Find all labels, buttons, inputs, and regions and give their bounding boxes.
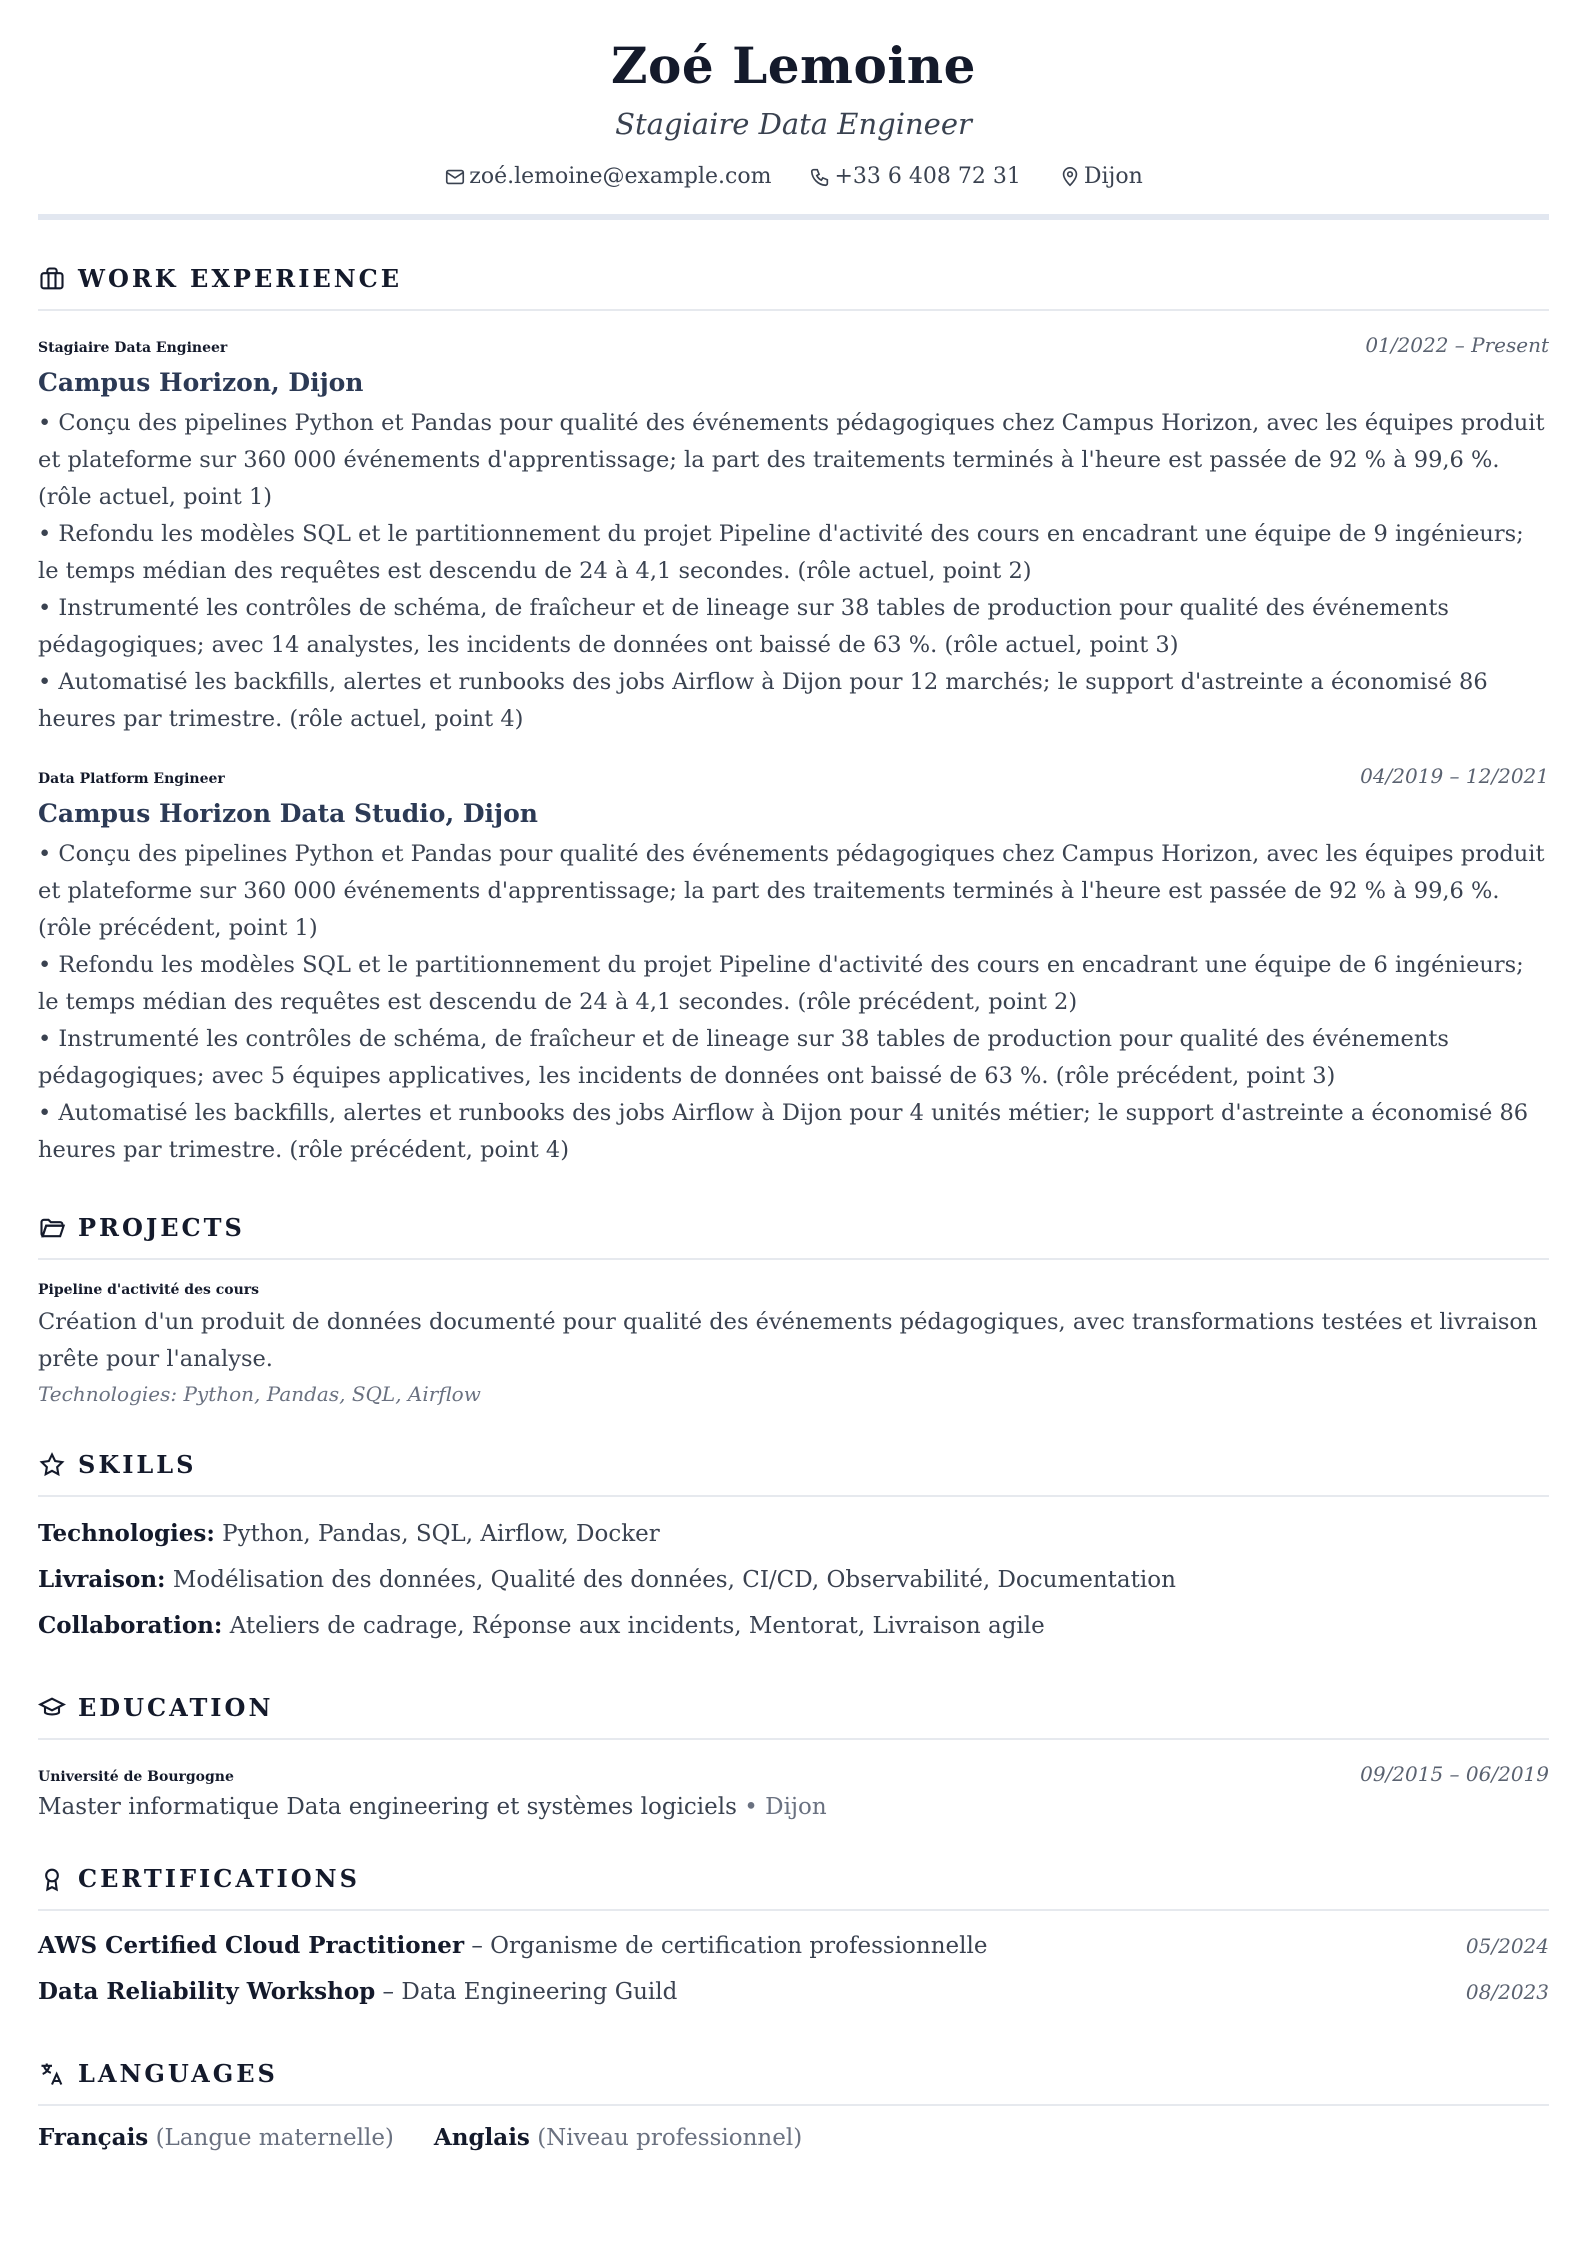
work-section-title: WORK EXPERIENCE: [78, 264, 403, 293]
job-bullet: • Automatisé les backfills, alertes et runbooks des jobs Airflow à Dijon pour 12 marchés; le support d'astreinte a économisé 86 heures par trimestre. (rôle actuel, point 4): [38, 669, 1488, 732]
job-bullet: • Conçu des pipelines Python et Pandas pour qualité des événements pédagogiques chez Campus Horizon, avec les équipes produit et plateforme sur 360 000 événements d'apprentissage; la part des traitements terminés à l'heure est passée de 92 % à 99,6 %. (rôle actuel, point 1): [38, 410, 1545, 510]
education-section-title: EDUCATION: [78, 1693, 274, 1722]
project-name: Pipeline d'activité des cours: [38, 1282, 260, 1298]
certification-row: [38, 1923, 1549, 1969]
project-technologies: Technologies: Python, Pandas, SQL, Airflow: [38, 1382, 481, 1406]
languages-section-header: [38, 2059, 1549, 2106]
skills-section-header: [38, 1450, 1549, 1497]
education-location: • Dijon: [736, 1794, 827, 1820]
project-entry: [38, 1282, 1549, 1406]
job-bullets: [38, 836, 1549, 1169]
education-degree-row: [38, 1794, 1549, 1820]
certification-date: 08/2023: [1465, 1980, 1549, 2004]
education-degree: Master informatique Data engineering et systèmes logiciels: [38, 1794, 737, 1820]
phone-icon: [809, 166, 831, 188]
contact-row: [38, 162, 1549, 192]
certification-issuer: – Organisme de certification professionnelle: [464, 1933, 988, 1959]
briefcase-icon: [38, 265, 66, 293]
location-text: Dijon: [1083, 164, 1143, 189]
contact-phone[interactable]: [809, 162, 1020, 192]
certifications-section-header: [38, 1864, 1549, 1911]
star-icon: [38, 1451, 66, 1479]
contact-email[interactable]: [444, 162, 771, 192]
skill-row: [38, 1511, 1549, 1557]
languages-section: [38, 2059, 1549, 2151]
project-description: Création d'un produit de données documenté pour qualité des événements pédagogiques, avec transformations testées et livraison prête pour l'analyse.: [38, 1309, 1538, 1372]
contact-location: [1059, 162, 1143, 192]
mail-icon: [444, 166, 466, 188]
skill-row: [38, 1557, 1549, 1603]
folder-icon: [38, 1214, 66, 1242]
certification-name: Data Reliability Workshop: [38, 1978, 376, 2005]
skill-value: Ateliers de cadrage, Réponse aux incidents, Mentorat, Livraison agile: [222, 1613, 1045, 1639]
language-level: (Niveau professionnel): [529, 2125, 803, 2151]
translate-icon: [38, 2060, 66, 2088]
language-name: Français: [38, 2124, 149, 2151]
email-text: zoé.lemoine@example.com: [469, 164, 772, 189]
school-name: Université de Bourgogne: [38, 1769, 234, 1785]
work-section: [38, 264, 1549, 1169]
job-bullet: • Conçu des pipelines Python et Pandas pour qualité des événements pédagogiques chez Campus Horizon, avec les équipes produit et plateforme sur 360 000 événements d'apprentissage; la part des traitements terminés à l'heure est passée de 92 % à 99,6 %. (rôle précédent, point 1): [38, 841, 1545, 941]
language-item: [38, 2124, 394, 2151]
work-section-header: [38, 264, 1549, 311]
job-company: Campus Horizon Data Studio, Dijon: [38, 799, 538, 828]
job-company: Campus Horizon, Dijon: [38, 368, 364, 397]
header-divider: [38, 214, 1549, 220]
education-section-header: [38, 1693, 1549, 1740]
job-dates: 04/2019 – 12/2021: [1360, 764, 1549, 788]
skill-value: Modélisation des données, Qualité des données, CI/CD, Observabilité, Documentation: [165, 1567, 1176, 1593]
skill-value: Python, Pandas, SQL, Airflow, Docker: [214, 1521, 660, 1547]
certification-row: [38, 1969, 1549, 2015]
candidate-tagline: Stagiaire Data Engineer: [615, 107, 972, 141]
education-entry: [38, 1762, 1549, 1820]
job-bullet: • Instrumenté les contrôles de schéma, de fraîcheur et de lineage sur 38 tables de production pour qualité des événements pédagogiques; avec 5 équipes applicatives, les incidents de données ont baissé de 63 %. (rôle précédent, point 3): [38, 1026, 1449, 1089]
education-section: [38, 1693, 1549, 1820]
job-bullet: • Refondu les modèles SQL et le partitionnement du projet Pipeline d'activité des cours en encadrant une équipe de 9 ingénieurs; le temps médian des requêtes est descendu de 24 à 4,1 secondes. (rôle actuel, point 2): [38, 521, 1524, 584]
skill-label: Collaboration:: [38, 1612, 223, 1639]
work-entry: [38, 333, 1549, 738]
skill-label: Technologies:: [38, 1520, 215, 1547]
job-dates: 01/2022 – Present: [1365, 333, 1549, 357]
job-title: Data Platform Engineer: [38, 771, 225, 787]
education-dates: 09/2015 – 06/2019: [1360, 1762, 1549, 1786]
job-bullet: • Instrumenté les contrôles de schéma, de fraîcheur et de lineage sur 38 tables de production pour qualité des événements pédagogiques; avec 14 analystes, les incidents de données ont baissé de 63 %. (rôle actuel, point 3): [38, 595, 1449, 658]
job-title: Stagiaire Data Engineer: [38, 340, 228, 356]
phone-text: +33 6 408 72 31: [834, 164, 1021, 189]
resume-header: [38, 0, 1549, 220]
skill-row: [38, 1603, 1549, 1649]
certification-date: 05/2024: [1465, 1934, 1549, 1958]
graduation-cap-icon: [38, 1694, 66, 1722]
certifications-section-title: CERTIFICATIONS: [78, 1864, 360, 1893]
certification-issuer: – Data Engineering Guild: [375, 1979, 678, 2005]
projects-section: [38, 1213, 1549, 1406]
language-item: [434, 2124, 802, 2151]
skills-section: [38, 1450, 1549, 1649]
certifications-section: [38, 1864, 1549, 2015]
languages-list: [38, 2124, 1549, 2151]
award-icon: [38, 1865, 66, 1893]
job-bullet: • Refondu les modèles SQL et le partitionnement du projet Pipeline d'activité des cours en encadrant une équipe de 6 ingénieurs; le temps médian des requêtes est descendu de 24 à 4,1 secondes. (rôle précédent, point 2): [38, 952, 1524, 1015]
map-pin-icon: [1059, 166, 1081, 188]
certifications-list: [38, 1923, 1549, 2015]
language-name: Anglais: [433, 2124, 530, 2151]
languages-section-title: LANGUAGES: [78, 2059, 278, 2088]
projects-section-title: PROJECTS: [78, 1213, 245, 1242]
skills-section-title: SKILLS: [78, 1450, 197, 1479]
job-bullet: • Automatisé les backfills, alertes et runbooks des jobs Airflow à Dijon pour 4 unités métier; le support d'astreinte a économisé 86 heures par trimestre. (rôle précédent, point 4): [38, 1100, 1529, 1163]
projects-section-header: [38, 1213, 1549, 1260]
job-bullets: [38, 405, 1549, 738]
work-entry: [38, 764, 1549, 1169]
language-level: (Langue maternelle): [148, 2125, 394, 2151]
candidate-name: Zoé Lemoine: [611, 36, 976, 95]
skill-label: Livraison:: [38, 1566, 166, 1593]
skills-list: [38, 1511, 1549, 1649]
certification-name: AWS Certified Cloud Practitioner: [38, 1932, 465, 1959]
